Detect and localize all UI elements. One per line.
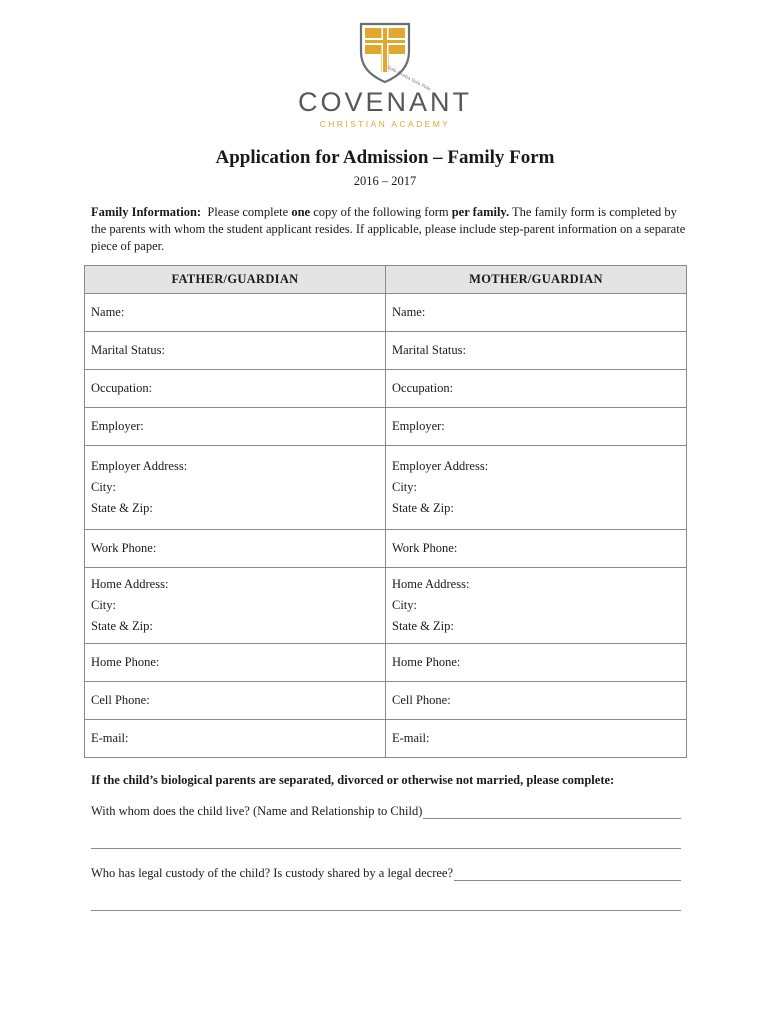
intro-text-2: copy of the following form [310,205,452,219]
mother-field-label: Employer Address: [392,459,489,473]
mother-field-cell[interactable] [386,682,687,720]
father-field-label: E-mail: [91,731,129,745]
table-row [85,370,687,408]
father-field-cell[interactable] [85,370,386,408]
table-row [85,446,687,530]
mother-field-cell[interactable] [386,644,687,682]
legal-custody-field-line-2[interactable] [91,910,681,911]
mother-field-cell[interactable] [386,408,687,446]
crest-motto: Sola Gratia Sola Fide [386,65,432,93]
table-row [85,568,687,644]
child-lives-with-field-line-2[interactable] [91,848,681,849]
mother-field-label: State & Zip: [392,619,454,633]
child-lives-with-field[interactable] [423,806,681,819]
father-field-label: Home Address: [91,577,169,591]
father-field-cell[interactable] [85,568,386,644]
father-field-cell[interactable] [85,682,386,720]
brand-name: COVENANT [297,87,473,117]
table-row [85,682,687,720]
father-field-label: Cell Phone: [91,693,150,707]
table-row [85,720,687,758]
mother-field-label: City: [392,480,418,494]
mother-guardian-header: MOTHER/GUARDIAN [386,266,687,294]
mother-field-label: Cell Phone: [392,693,451,707]
father-field-cell[interactable] [85,332,386,370]
intro-bold-one: one [291,205,311,219]
mother-field-label: Name: [392,305,426,319]
father-field-label: State & Zip: [91,501,153,515]
school-year: 2016 – 2017 [353,174,417,188]
father-field-label: Marital Status: [91,343,165,357]
father-field-cell[interactable] [85,408,386,446]
page-title: Application for Admission – Family Form [215,147,555,168]
school-logo [0,22,770,129]
legal-custody-field[interactable] [454,868,681,881]
mother-field-cell[interactable] [386,294,687,332]
legal-custody-label: Who has legal custody of the child? Is custody shared by a legal decree? [91,866,454,880]
separated-parents-heading: If the child’s biological parents are separated, divorced or otherwise not married, please complete: [91,773,615,787]
father-guardian-header: FATHER/GUARDIAN [85,266,386,294]
mother-field-cell[interactable] [386,568,687,644]
mother-field-label: State & Zip: [392,501,454,515]
father-field-label: Home Phone: [91,655,160,669]
brand-subtitle: CHRISTIAN ACADEMY [319,119,451,129]
mother-field-label: Marital Status: [392,343,466,357]
mother-field-label: Employer: [392,419,445,433]
mother-field-cell[interactable] [386,370,687,408]
intro-text-3: The family form is completed by the parents with whom the student applicant resides. If applicable, please include step-parent information on a separate piece of paper. [91,205,686,253]
mother-field-cell[interactable] [386,446,687,530]
father-field-cell[interactable] [85,720,386,758]
father-field-cell[interactable] [85,530,386,568]
father-field-label: City: [91,598,117,612]
mother-field-label: City: [392,598,418,612]
mother-field-label: Home Phone: [392,655,461,669]
father-field-cell[interactable] [85,446,386,530]
shield-cross-icon [357,22,432,93]
mother-field-cell[interactable] [386,530,687,568]
table-row [85,530,687,568]
table-row [85,644,687,682]
father-field-label: Employer: [91,419,144,433]
father-field-cell[interactable] [85,294,386,332]
father-field-label: Name: [91,305,125,319]
father-field-label: Work Phone: [91,541,157,555]
table-row [85,294,687,332]
intro-text-1: Please complete [201,205,292,219]
child-lives-with-label: With whom does the child live? (Name and Relationship to Child) [91,804,423,818]
intro-lead: Family Information: [91,205,202,219]
table-row [85,332,687,370]
father-field-label: State & Zip: [91,619,153,633]
father-field-label: Employer Address: [91,459,188,473]
intro-bold-per-family: per family. [451,205,510,219]
intro-paragraph [91,204,691,255]
family-info-table [84,265,687,758]
father-field-label: Occupation: [91,381,153,395]
table-row [85,408,687,446]
father-field-label: City: [91,480,117,494]
mother-field-label: Occupation: [392,381,454,395]
mother-field-label: E-mail: [392,731,430,745]
mother-field-cell[interactable] [386,332,687,370]
legal-custody-question [91,866,681,881]
mother-field-label: Work Phone: [392,541,458,555]
mother-field-cell[interactable] [386,720,687,758]
mother-field-label: Home Address: [392,577,470,591]
child-lives-with-question [91,804,681,819]
father-field-cell[interactable] [85,644,386,682]
